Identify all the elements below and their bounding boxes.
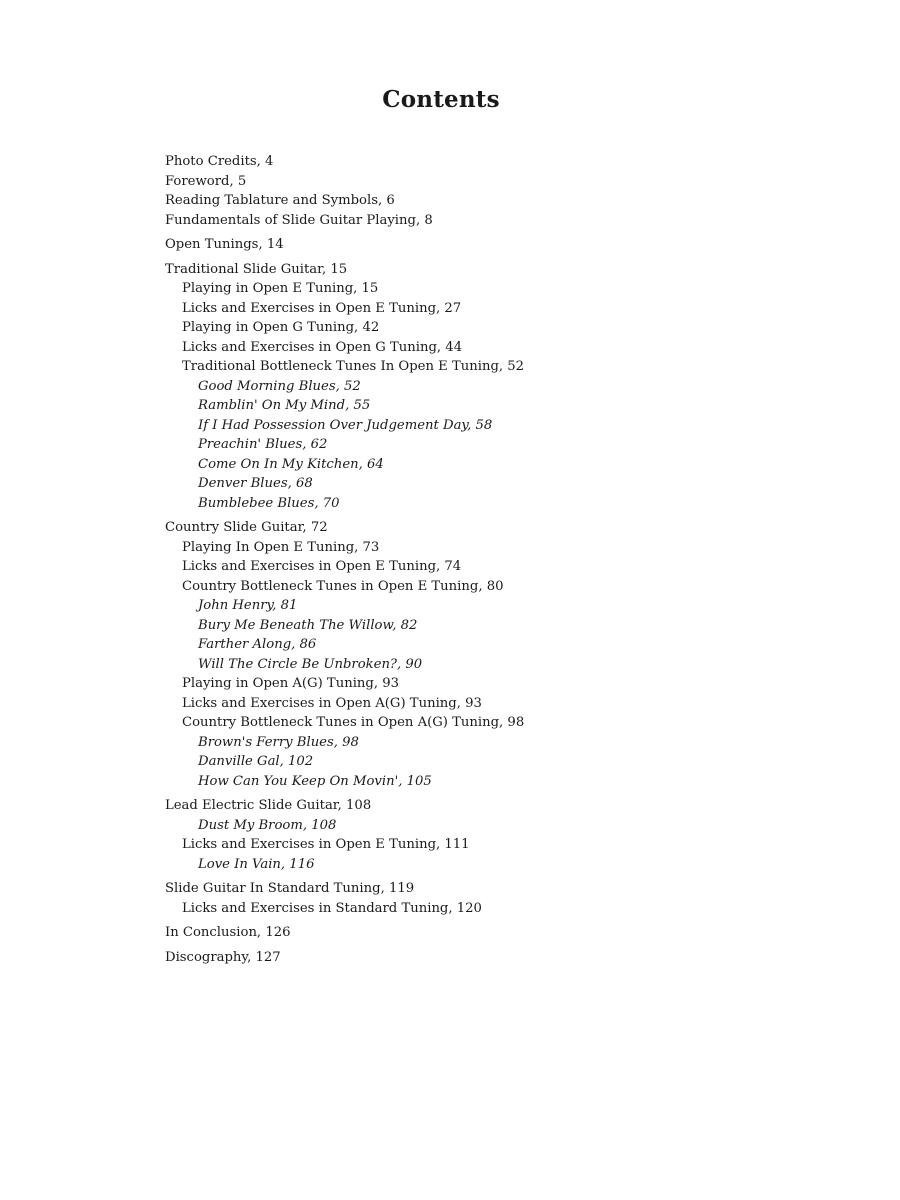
toc-subsection-entry: Playing in Open E Tuning, 15 xyxy=(182,281,379,296)
toc-song-entry: Ramblin' On My Mind, 55 xyxy=(198,398,371,413)
toc-section-entry: Slide Guitar In Standard Tuning, 119 xyxy=(165,881,415,896)
toc-section-entry: Fundamentals of Slide Guitar Playing, 8 xyxy=(165,212,433,228)
page-title: Contents xyxy=(382,86,500,113)
toc-subsection-entry: Licks and Exercises in Open A(G) Tuning, 93 xyxy=(182,695,482,711)
toc-song-entry: Bury Me Beneath The Willow, 82 xyxy=(198,617,418,633)
toc-section-entry: Country Slide Guitar, 72 xyxy=(165,520,328,535)
toc-song-entry: Farther Along, 86 xyxy=(198,637,317,652)
toc-section-entry: Open Tunings, 14 xyxy=(165,237,284,252)
toc-song-entry: How Can You Keep On Movin', 105 xyxy=(198,773,432,789)
toc-subsection-entry: Playing in Open A(G) Tuning, 93 xyxy=(182,676,400,691)
toc-song-entry: Denver Blues, 68 xyxy=(198,476,313,491)
toc-section-entry: Photo Credits, 4 xyxy=(165,154,274,169)
toc-section-entry: Reading Tablature and Symbols, 6 xyxy=(165,193,395,208)
toc-subsection-entry: Playing In Open E Tuning, 73 xyxy=(182,539,380,555)
toc-song-entry: Come On In My Kitchen, 64 xyxy=(198,456,384,472)
toc-section-entry: Discography, 127 xyxy=(165,949,281,965)
toc-song-entry: Danville Gal, 102 xyxy=(198,754,314,769)
toc-section-entry: Lead Electric Slide Guitar, 108 xyxy=(165,798,372,813)
toc-section-entry: Traditional Slide Guitar, 15 xyxy=(165,261,348,277)
toc-subsection-entry: Playing in Open G Tuning, 42 xyxy=(182,320,380,335)
toc-subsection-entry: Licks and Exercises in Open E Tuning, 27 xyxy=(182,300,462,316)
table-of-contents xyxy=(165,152,765,967)
toc-song-entry: Dust My Broom, 108 xyxy=(198,817,337,833)
toc-song-entry: Preachin' Blues, 62 xyxy=(198,437,328,452)
toc-subsection-entry: Licks and Exercises in Open E Tuning, 111 xyxy=(182,837,470,852)
toc-section-entry: In Conclusion, 126 xyxy=(165,925,291,940)
toc-song-entry: Will The Circle Be Unbroken?, 90 xyxy=(198,656,423,672)
toc-subsection-entry: Country Bottleneck Tunes in Open E Tuning, 80 xyxy=(182,578,504,594)
toc-subsection-entry: Licks and Exercises in Standard Tuning, 120 xyxy=(182,900,482,916)
toc-subsection-entry: Country Bottleneck Tunes in Open A(G) Tuning, 98 xyxy=(182,715,525,730)
toc-song-entry: John Henry, 81 xyxy=(198,598,298,613)
toc-subsection-entry: Traditional Bottleneck Tunes In Open E Tuning, 52 xyxy=(182,359,525,374)
toc-section-entry: Foreword, 5 xyxy=(165,173,247,189)
toc-song-entry: Bumblebee Blues, 70 xyxy=(198,495,340,511)
toc-song-entry: Brown's Ferry Blues, 98 xyxy=(198,734,359,750)
toc-subsection-entry: Licks and Exercises in Open G Tuning, 44 xyxy=(182,339,463,355)
toc-song-entry: Love In Vain, 116 xyxy=(198,856,315,872)
toc-subsection-entry: Licks and Exercises in Open E Tuning, 74 xyxy=(182,559,462,574)
toc-song-entry: Good Morning Blues, 52 xyxy=(198,378,361,394)
toc-song-entry: If I Had Possession Over Judgement Day, 58 xyxy=(198,417,493,433)
